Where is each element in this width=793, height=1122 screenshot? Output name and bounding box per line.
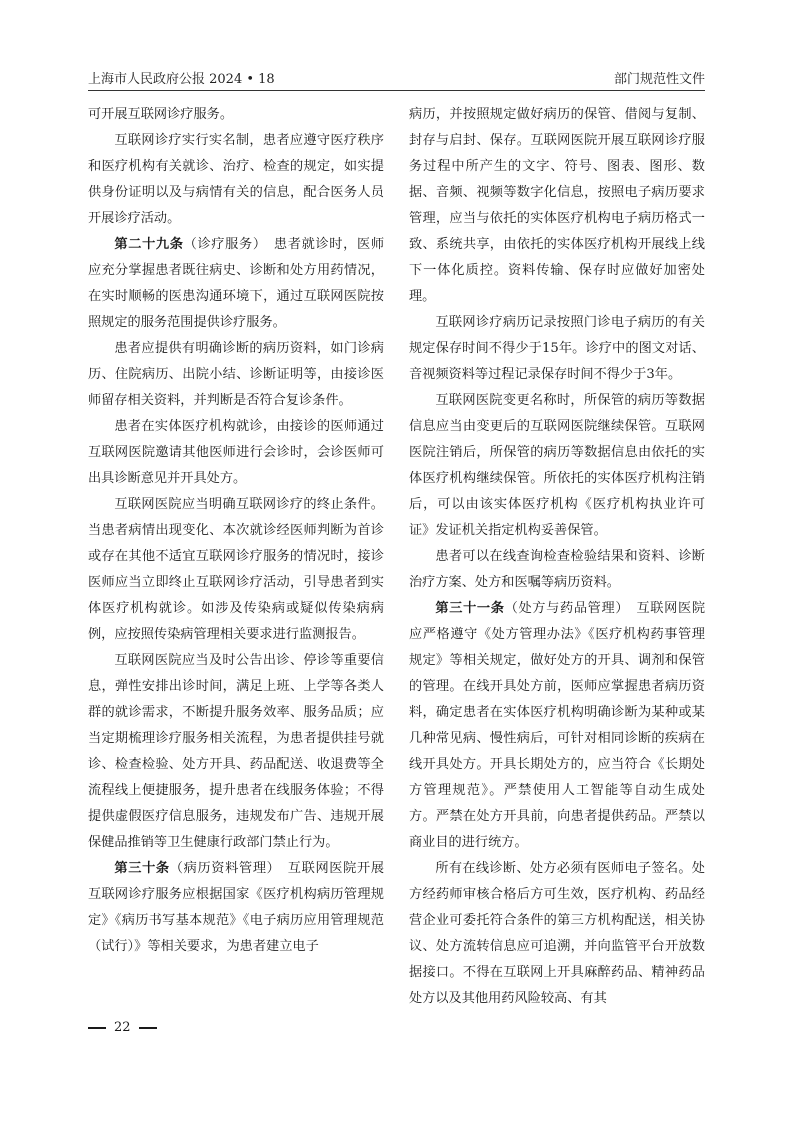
header-divider: [88, 90, 705, 91]
dash-right: [139, 1027, 157, 1029]
left-column: [88, 102, 384, 1032]
article-title: （诊疗服务）: [183, 237, 261, 252]
paragraph: 互联网医院应当明确互联网诊疗的终止条件。当患者病情出现变化、本次就诊经医师判断为首诊或存在其他不适宜互联网诊疗服务的情况时，接诊医师应当立即终止互联网诊疗活动，引导患者到实体医疗机构就诊。如涉及传染病或疑似传染病病例，应按照传染病管理相关要求进行监测报告。: [88, 497, 384, 642]
paragraph: 患者在实体医疗机构就诊，由接诊的医师通过互联网医院邀请其他医师进行会诊时，会诊医师可出具诊断意见并开具处方。: [88, 419, 384, 486]
right-column: [409, 102, 705, 1032]
paragraph: 病历，并按照规定做好病历的保管、借阅与复制、封存与启封、保存。互联网医院开展互联网诊疗服务过程中所产生的文字、符号、图表、图形、数据、音频、视频等数字化信息，按照电子病历要求管理，应当与依托的实体医疗机构电子病历格式一致、系统共享，由依托的实体医疗机构开展线上线下一体化质控。资料传输、保存时应做好加密处理。: [409, 107, 705, 304]
article-number: 第三十条: [114, 861, 170, 876]
page-footer: [88, 1020, 157, 1035]
article-text: 互联网医院开展互联网诊疗服务应根据国家《医疗机构病历管理规定》《病历书写基本规范》《电子病历应用管理规范（试行）》等相关要求，为患者建立电子: [88, 861, 384, 954]
paragraph: 患者应提供有明确诊断的病历资料，如门诊病历、住院病历、出院小结、诊断证明等，由接诊医师留存相关资料，并判断是否符合复诊条件。: [88, 341, 384, 408]
paragraph: 互联网医院变更名称时，所保管的病历等数据信息应当由变更后的互联网医院继续保管。互联网医院注销后，所保管的病历等数据信息由依托的实体医疗机构继续保管。所依托的实体医疗机构注销后，可以由该实体医疗机构《医疗机构执业许可证》发证机关指定机构妥善保管。: [409, 393, 705, 538]
dash-left: [88, 1027, 106, 1029]
paragraph: 可开展互联网诊疗服务。: [88, 107, 234, 122]
article-title: （病历资料管理）: [169, 861, 274, 876]
publication-title: 上海市人民政府公报 2024 • 18: [88, 71, 275, 87]
section-label: 部门规范性文件: [613, 71, 705, 87]
article-title: （处方与药品管理）: [504, 601, 623, 616]
document-body: [88, 102, 705, 1032]
article-number: 第二十九条: [114, 237, 184, 252]
paragraph: 所有在线诊断、处方必须有医师电子签名。处方经药师审核合格后方可生效，医疗机构、药品经营企业可委托符合条件的第三方机构配送，相关协议、处方流转信息应可追溯，并向监管平台开放数据接口。不得在互联网上开具麻醉药品、精神药品处方以及其他用药风险较高、有其: [409, 861, 705, 1006]
article-29: [88, 232, 384, 336]
paragraph: 互联网诊疗病历记录按照门诊电子病历的有关规定保存时间不得少于15年。诊疗中的图文对话、音视频资料等过程记录保存时间不得少于3年。: [409, 315, 705, 382]
paragraph: 互联网医院应当及时公告出诊、停诊等重要信息，弹性安排出诊时间，满足上班、上学等各类人群的就诊需求，不断提升服务效率、服务品质；应当定期梳理诊疗服务相关流程，为患者提供挂号就诊、检查检验、处方开具、药品配送、收退费等全流程线上便捷服务，提升患者在线服务体验；不得提供虚假医疗信息服务，违规发布广告、违规开展保健品推销等卫生健康行政部门禁止行为。: [88, 653, 384, 850]
page-header: [88, 66, 705, 88]
article-31: [409, 596, 705, 856]
article-text: 互联网医院应严格遵守《处方管理办法》《医疗机构药事管理规定》等相关规定，做好处方的开具、调剂和保管的管理。在线开具处方前，医师应掌握患者病历资料，确定患者在实体医疗机构明确诊断为某种或某几种常见病、慢性病后，可针对相同诊断的疾病在线开具处方。开具长期处方的，应当符合《长期处方管理规范》。严禁使用人工智能等自动生成处方。严禁在处方开具前，向患者提供药品。严禁以商业目的进行统方。: [409, 601, 705, 850]
paragraph: 互联网诊疗实行实名制，患者应遵守医疗秩序和医疗机构有关就诊、治疗、检查的规定，如实提供身份证明以及与病情有关的信息，配合医务人员开展诊疗活动。: [88, 133, 384, 226]
paragraph: 患者可以在线查询检查检验结果和资料、诊断治疗方案、处方和医嘱等病历资料。: [409, 549, 705, 590]
page-number: 22: [114, 1020, 131, 1035]
article-30: [88, 856, 384, 960]
article-text: 患者就诊时，医师应充分掌握患者既往病史、诊断和处方用药情况，在实时顺畅的医患沟通环境下，通过互联网医院按照规定的服务范围提供诊疗服务。: [88, 237, 384, 330]
article-number: 第三十一条: [435, 601, 505, 616]
